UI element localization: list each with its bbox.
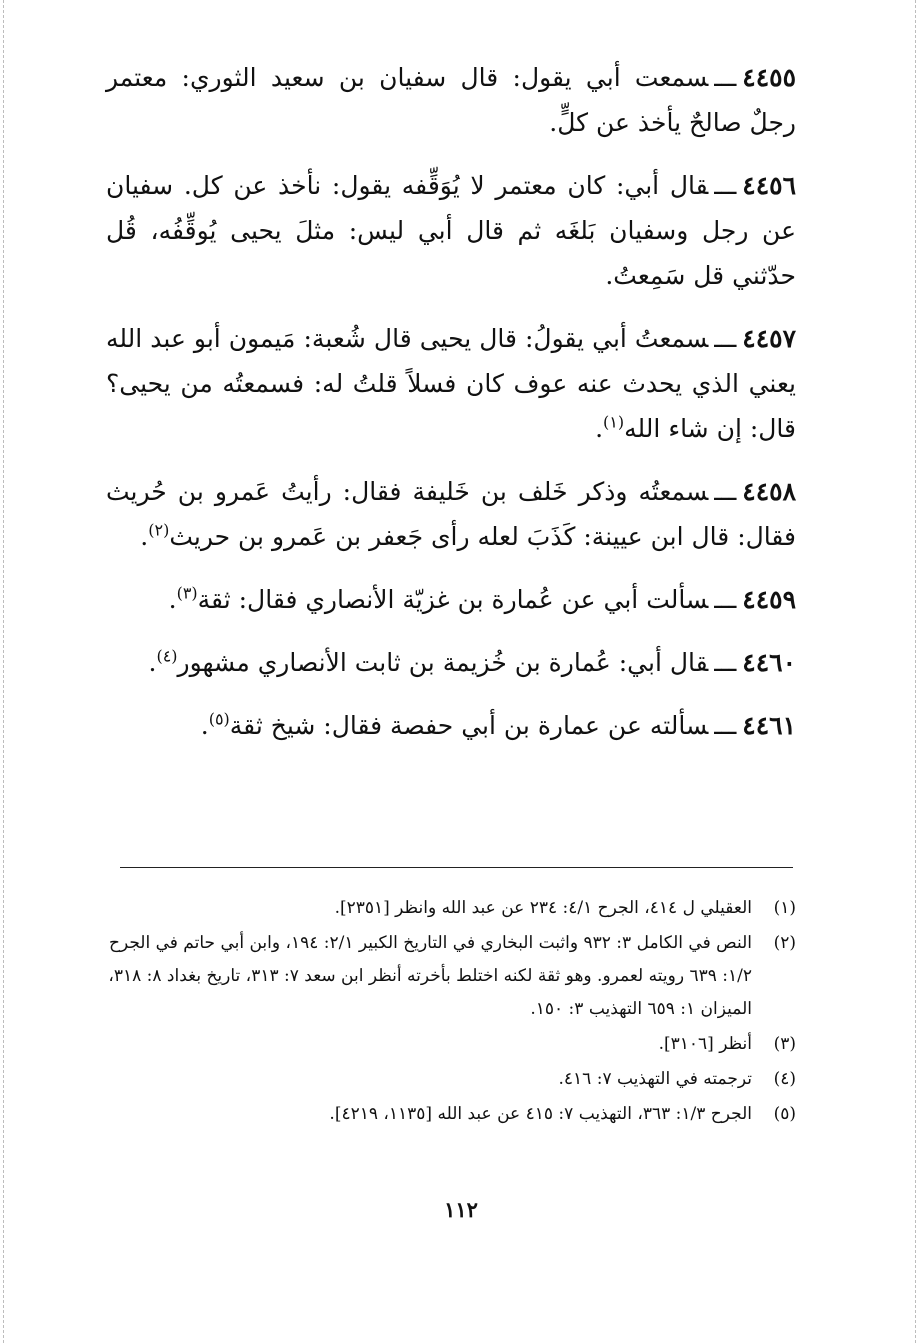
entry-4458: ٤٤٥٨ـــسمعتُه وذكر خَلف بن خَليفة فقال: رأيتُ عَمرو بن حُريث فقال: قال ابن عيينة: كَذَبَ لعله رأى جَعفر بن عَمرو بن حريث$^{(٢)}$. [106,477,796,551]
entry-text: قال أبي: كان معتمر لا يُوَقِّفه يقول: نأخذ عن كل. سفيان عن رجل وسفيان بَلغَه ثم قال أبي ليس: مثلَ يحيى يُوقِّفُه، قُل حدّثني قل سَمِعتُ. [106,171,796,290]
entry-text: سألت أبي عن عُمارة بن غزيّة الأنصاري فقال: ثقة [197,585,709,614]
entry-text: سمعتُه وذكر خَلف بن خَليفة فقال: رأيتُ عَمرو بن حُريث فقال: قال ابن عيينة: كَذَبَ لعله رأى جَعفر بن عَمرو بن حريث [106,477,796,551]
footnote-text: أنظر [٣١٠٦]. [658,1034,752,1054]
entry-4455: ٤٤٥٥ـــسمعت أبي يقول: قال سفيان بن سعيد الثوري: معتمر رجلٌ صالحٌ يأخذ عن كلٍّ. [106,63,796,137]
entry-number: ٤٤٦١ [742,711,796,740]
entry-4461: ٤٤٦١ـــسألته عن عمارة بن أبي حفصة فقال: شيخ ثقة$^{(٥)}$. [200,709,796,740]
entry-number: ٤٤٥٧ [742,324,796,353]
entry-4457: ٤٤٥٧ـــسمعتُ أبي يقولُ: قال يحيى قال شُعبة: مَيمون أبو عبد الله يعني الذي يحدث عنه عوف كان فسلاً قلتُ له: فسمعتُه من يحيى؟ قال: إن شاء الله$^{(١)}$. [106,324,796,443]
footnote-2 [106,927,796,1026]
footnotes [106,892,796,1133]
entry-text: سمعتُ أبي يقولُ: قال يحيى قال شُعبة: مَيمون أبو عبد الله يعني الذي يحدث عنه عوف كان فسلاً قلتُ له: فسمعتُه من يحيى؟ قال: إن شاء الله [106,324,796,443]
footnote-mark: (١) [773,898,796,918]
page-frame-right-line [915,0,916,1343]
entry-number: ٤٤٥٩ [742,585,796,614]
entry-4459: ٤٤٥٩ـــسألت أبي عن عُمارة بن غزيّة الأنصاري فقال: ثقة$^{(٣)}$. [168,583,796,614]
footnote-text: ترجمته في التهذيب ٧: ٤١٦. [558,1069,752,1089]
footnote-text: الجرح ١/٣: ٣٦٣، التهذيب ٧: ٤١٥ عن عبد الله [١١٣٥، ٤٢١٩]. [329,1104,752,1124]
footnote-mark: (٢) [773,933,796,953]
footnote-ref[interactable]: (٣) [176,583,198,603]
page-number: ١١٢ [444,1197,478,1222]
footnote-mark: (٣) [773,1034,796,1054]
entry-number: ٤٤٥٨ [742,477,796,506]
footnote-3 [106,1028,796,1061]
footnote-mark: (٥) [773,1104,796,1124]
page-frame-left-line [3,0,4,1343]
entry-text: قال أبي: عُمارة بن خُزيمة بن ثابت الأنصاري مشهور [177,648,709,677]
entry-4460: ٤٤٦٠ـــقال أبي: عُمارة بن خُزيمة بن ثابت الأنصاري مشهور$^{(٤)}$. [148,646,796,677]
entry-4456: ٤٤٥٦ـــقال أبي: كان معتمر لا يُوَقِّفه يقول: نأخذ عن كل. سفيان عن رجل وسفيان بَلغَه ثم قال أبي ليس: مثلَ يحيى يُوقِّفُه، قُل حدّثني قل سَمِعتُ. [106,171,796,290]
entry-text: سألته عن عمارة بن أبي حفصة فقال: شيخ ثقة [229,711,709,740]
footnote-separator [120,867,793,868]
footnote-ref[interactable]: (٢) [148,520,170,540]
footnote-4 [106,1063,796,1096]
footnote-ref[interactable]: (٤) [156,646,178,666]
footnote-ref[interactable]: (١) [603,412,625,432]
entry-number: ٤٤٥٦ [742,171,796,200]
entry-number: ٤٤٥٥ [742,63,796,92]
footnote-1 [106,892,796,925]
footnote-5 [106,1098,796,1131]
footnote-mark: (٤) [773,1069,796,1089]
footnote-text: النص في الكامل ٣: ٩٣٢ واثبت البخاري في التاريخ الكبير ٢/١: ١٩٤، وابن أبي حاتم في الجرح ١/٢: ٦٣٩ رويته لعمرو. وهو ثقة لكنه اختلط بأخرته أنظر ابن سعد ٧: ٣١٣، تاريخ بغداد ٨: ٣١٨، الميزان ١: ٦٥٩ التهذيب ٣: ١٥٠. [108,933,752,1019]
entry-text: سمعت أبي يقول: قال سفيان بن سعيد الثوري: معتمر رجلٌ صالحٌ يأخذ عن كلٍّ. [106,63,796,137]
entry-number: ٤٤٦٠ [742,648,796,677]
page-body [106,55,796,766]
footnote-text: العقيلي ل ٤١٤، الجرح ٤/١: ٢٣٤ عن عبد الله وانظر [٢٣٥١]. [334,898,752,918]
footnote-ref[interactable]: (٥) [208,709,230,729]
